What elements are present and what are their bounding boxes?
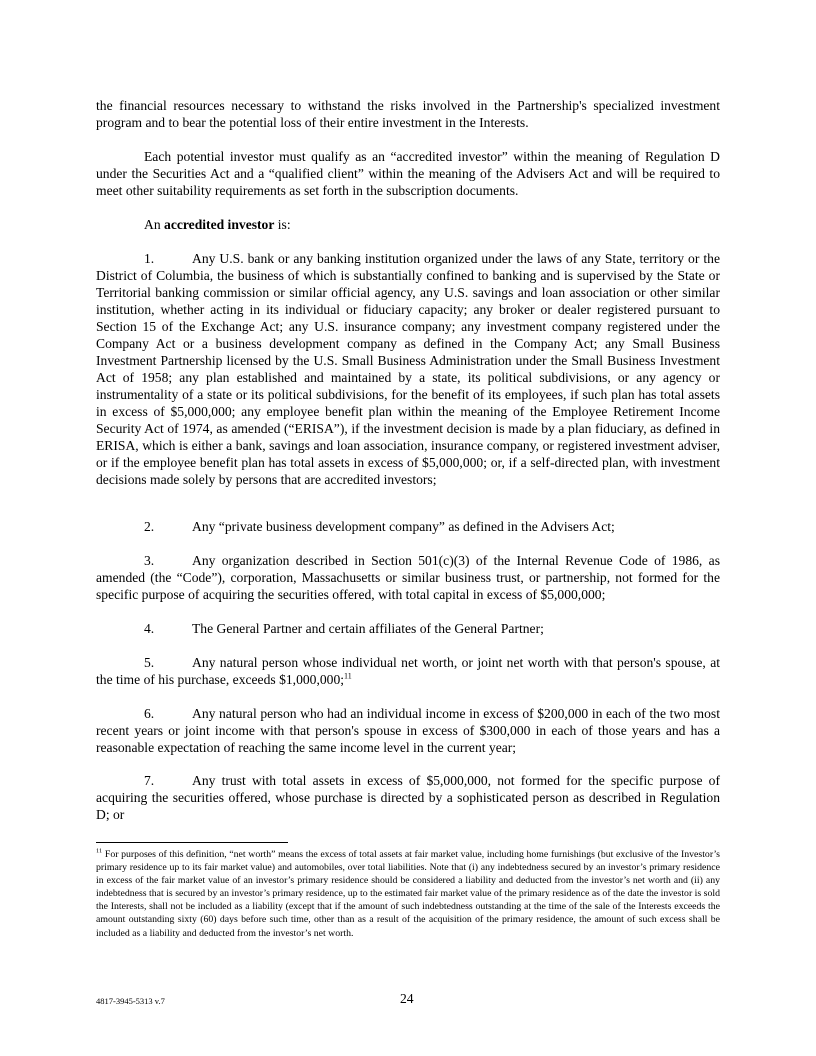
list-item-number: 1. <box>144 251 155 266</box>
list-item-number: 5. <box>144 655 155 670</box>
list-item-5 <box>96 654 720 688</box>
intro-suffix: is: <box>274 217 291 232</box>
footnote <box>96 848 720 940</box>
list-item-number: 6. <box>144 706 155 721</box>
list-item-text: Any “private business development company” as defined in the Advisers Act; <box>192 519 615 534</box>
page-number: 24 <box>400 991 414 1006</box>
intro-prefix: An <box>144 217 165 232</box>
accredited-investor-term: accredited investor <box>164 217 275 232</box>
paragraph-qualify: Each potential investor must qualify as an “accredited investor” within the meaning of Regulation D under the Securities Act and a “qualified client” within the meaning of the Advisers Act and will be required to meet other suitability requirements as set forth in the subscription documents. <box>96 149 720 198</box>
footnote-reference[interactable]: 11 <box>344 671 352 681</box>
list-item-3 <box>96 552 720 603</box>
paragraph-intro <box>96 216 720 233</box>
list-item-6 <box>96 705 720 756</box>
list-item-text: The General Partner and certain affiliates of the General Partner; <box>192 621 544 636</box>
list-item-text: Any trust with total assets in excess of $5,000,000, not formed for the specific purpose of acquiring the securities offered, whose purchase is directed by a sophisticated person as described in Regulation D; or <box>96 773 720 822</box>
list-item-text: Any organization described in Section 501(c)(3) of the Internal Revenue Code of 1986, as amended (the “Code”), corporation, Massachusetts or similar business trust, or partnership, not formed for the specific purpose of acquiring the securities offered, with total capital in excess of $5,000,000; <box>96 553 720 602</box>
list-item-2 <box>96 518 720 535</box>
document-id: 4817-3945-5313 v.7 <box>96 996 165 1006</box>
list-item-7 <box>96 772 720 823</box>
list-item-text: Any U.S. bank or any banking institution organized under the laws of any State, territory or the District of Columbia, the business of which is substantially confined to banking and is supervised by the State or Territorial banking commission or similar official agency, any U.S. savings and loan association or other similar institution, whether acting in its individual or fiduciary capacity; any broker or dealer registered pursuant to Section 15 of the Exchange Act; any U.S. insurance company; any investment company registered under the Company Act or a business development company as defined in the Company Act; any Small Business Investment Partnership licensed by the U.S. Small Business Administration under the Small Business Investment Act of 1958; any plan established and maintained by a state, its political subdivisions, or any agency or instrumentality of a state or its political subdivisions, for the benefit of its employees, if such plan has total assets in excess of $5,000,000; any employee benefit plan within the meaning of the Employee Retirement Income Security Act of 1974, as amended (“ERISA”), if the investment decision is made by a plan fiduciary, as defined in ERISA, which is either a bank, savings and loan association, insurance company, or registered investment adviser, or if the employee benefit plan has total assets in excess of $5,000,000; or, if a self-directed plan, with investment decisions made solely by persons that are accredited investors; <box>96 251 720 487</box>
list-item-number: 2. <box>144 519 155 534</box>
list-item-text: Any natural person whose individual net worth, or joint net worth with that person's spouse, at the time of his purchase, exceeds $1,000,000; <box>96 655 720 687</box>
footnote-divider <box>96 842 288 843</box>
footnote-text: For purposes of this definition, “net worth” means the excess of total assets at fair market value, including home furnishings (but exclusive of the Investor’s primary residence up to its fair market value) and automobiles, over total liabilities. Note that (i) any indebtedness secured by an investor’s primary residence in excess of the fair market value of an investor’s primary residence should be considered a liability and deducted from the investor’s net worth and (ii) any indebtedness that is secured by an investor’s primary residence, up to the estimated fair market value of the primary residence as of the date the investor is sold the Interests, shall not be included as a liability (except that if the amount of such indebtedness outstanding at the time of the sale of the Interests exceeds the amount outstanding sixty (60) days before such time, other than as a result of the acquisition of the primary residence, the amount of such excess shall be included as a liability and deducted from the investor’s net worth. <box>96 849 720 939</box>
list-item-number: 3. <box>144 553 155 568</box>
footnote-marker: 11 <box>96 847 103 855</box>
list-item-number: 4. <box>144 621 155 636</box>
list-item-number: 7. <box>144 773 155 788</box>
list-item-text: Any natural person who had an individual income in excess of $200,000 in each of the two most recent years or joint income with that person's spouse in excess of $300,000 in each of those years and has a reasonable expectation of reaching the same income level in the current year; <box>96 706 720 755</box>
paragraph-continuation: the financial resources necessary to withstand the risks involved in the Partnership's specialized investment program and to bear the potential loss of their entire investment in the Interests. <box>96 98 720 130</box>
list-item-1 <box>96 250 720 488</box>
list-item-4 <box>96 620 720 637</box>
